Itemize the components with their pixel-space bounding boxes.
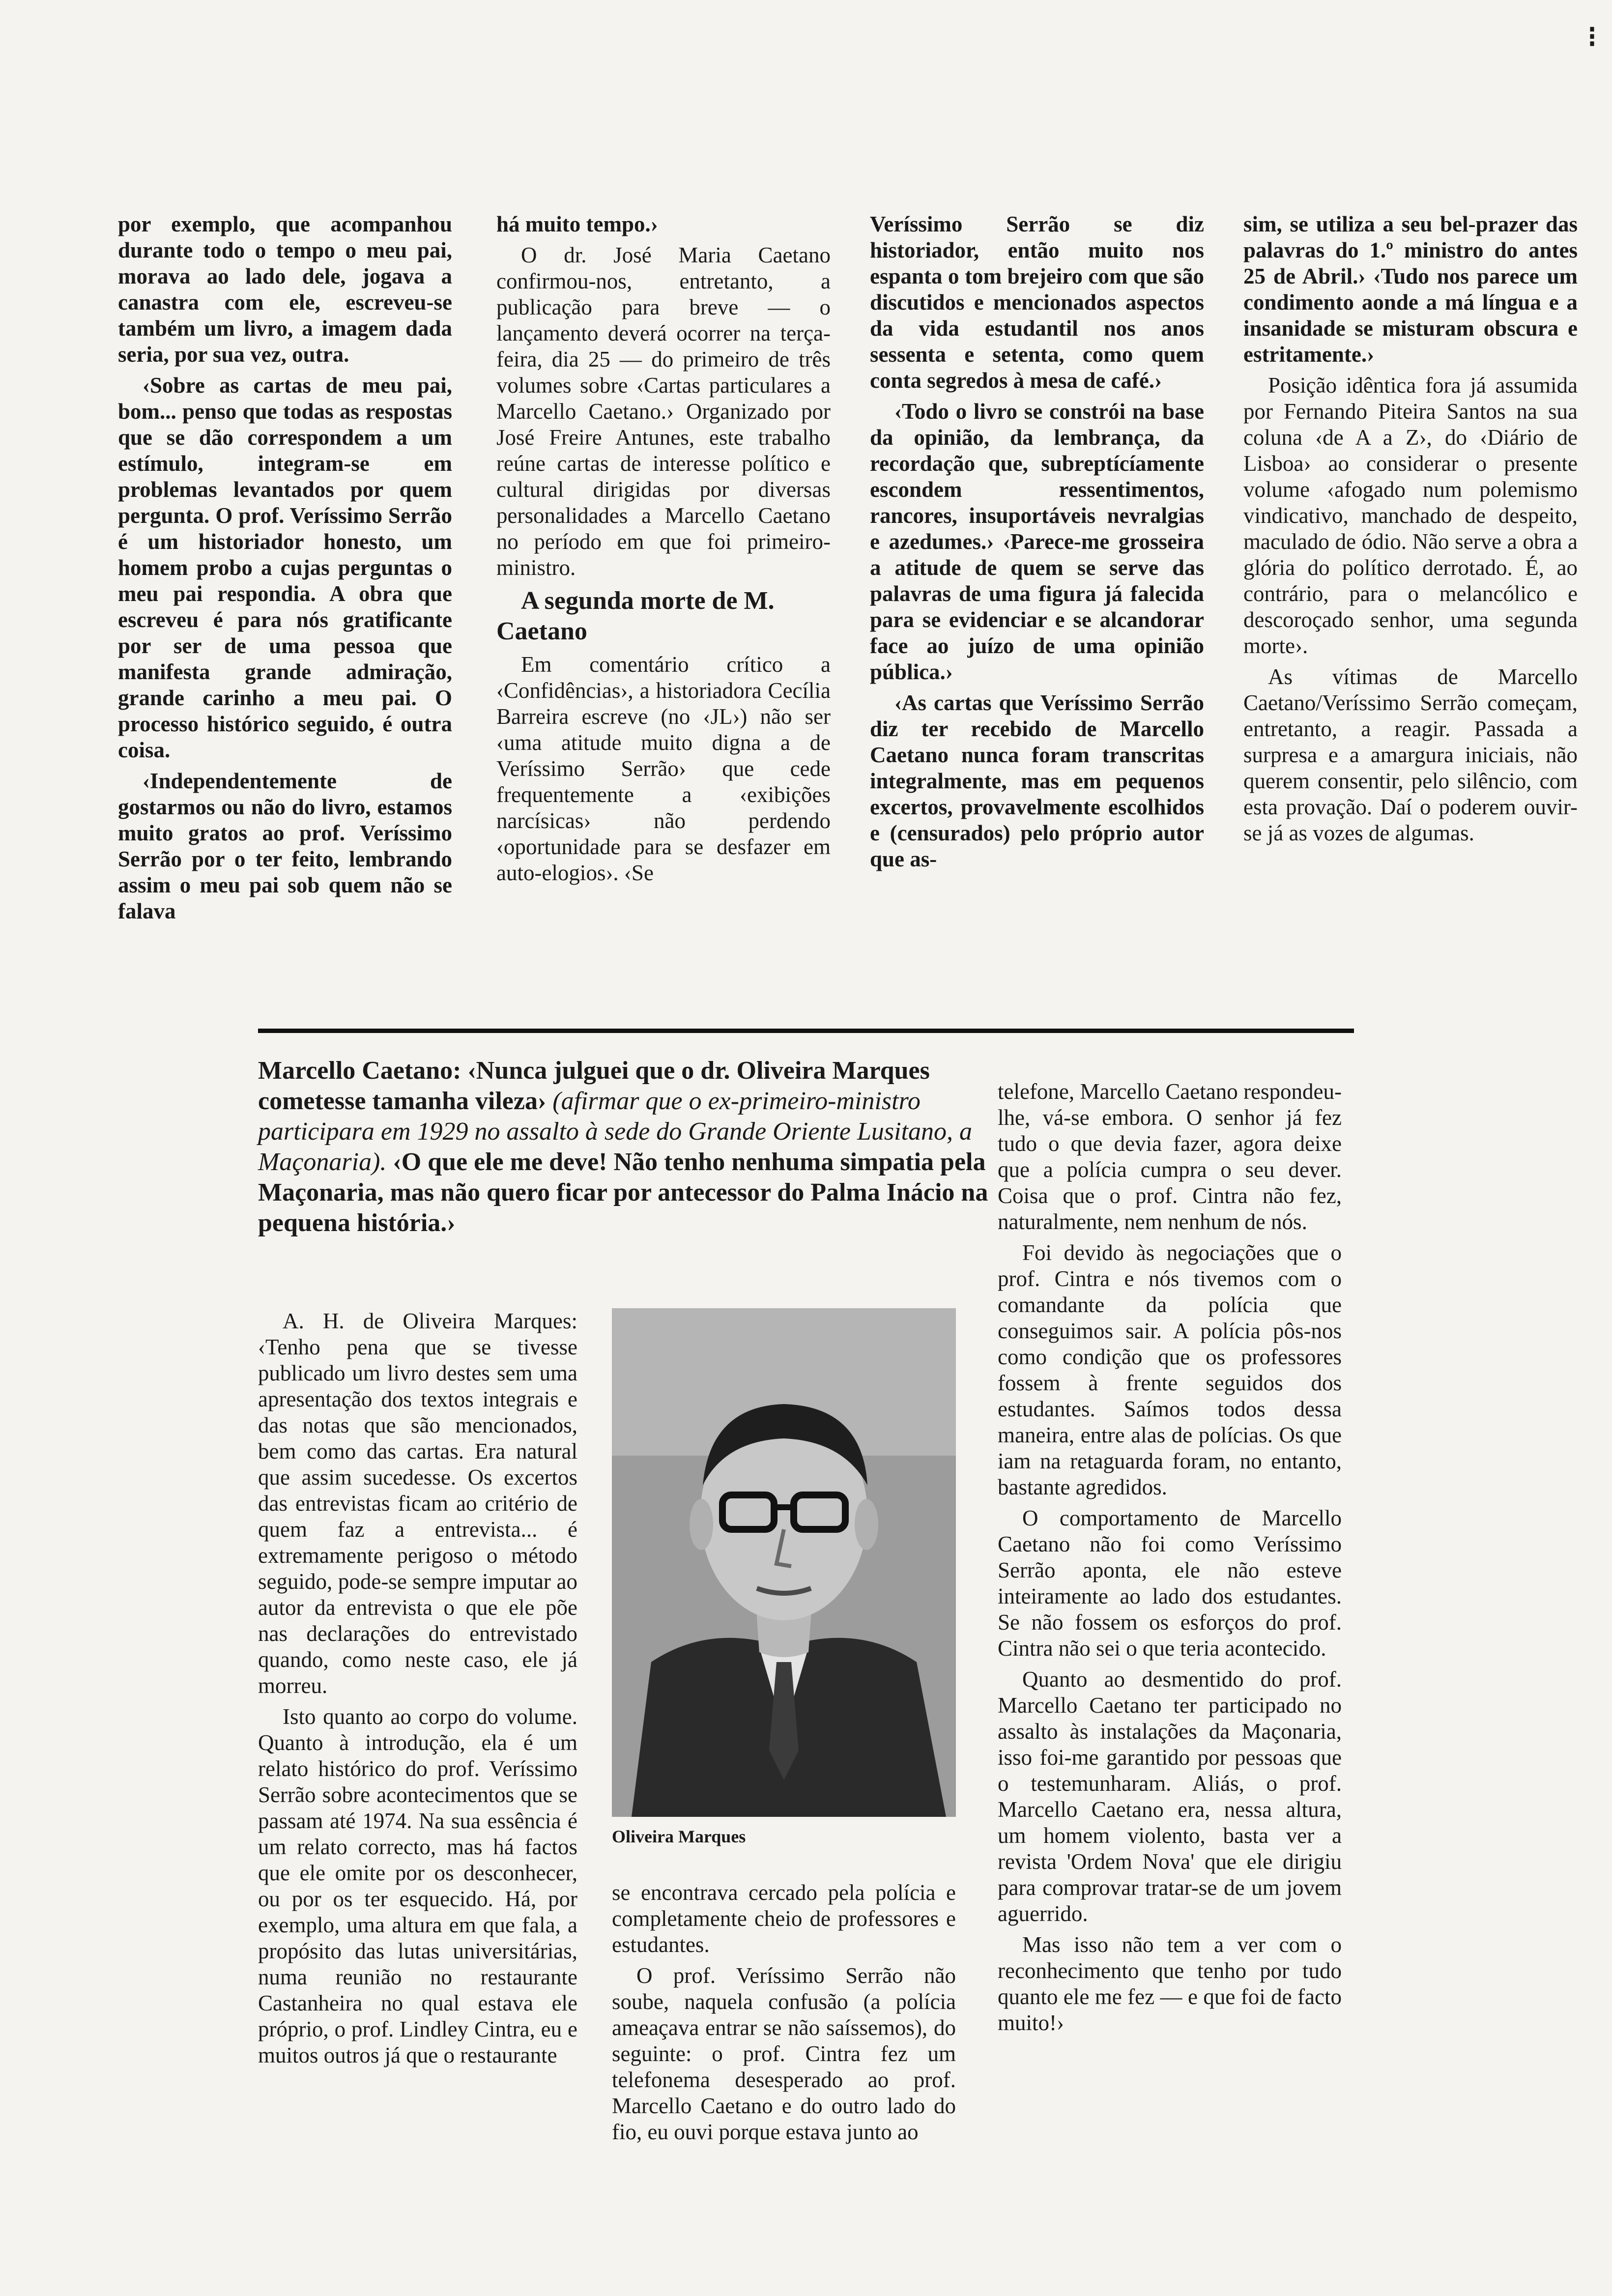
paragraph: Posição idêntica fora já assumida por Fernando Piteira Santos na sua coluna ‹de A a Z›, do ‹Diário de Lisboa› ao considerar o presente volume ‹afogado num polemismo vindicativo, manchado de despeito, maculado de ódio. Não serve a obra a glória do político derrotado. É, ao contrário, para o melancólico e descoroçado senhor, uma segunda morte›. [1243, 373, 1578, 658]
top-column-3 [870, 211, 1204, 877]
top-column-4 [1243, 211, 1578, 851]
paragraph: A. H. de Oliveira Marques: ‹Tenho pena que se tivesse publicado um livro destes sem uma apresentação dos textos integrais e das notas que são mencionados, bem como das cartas. Era natural que assim sucedesse. Os excertos das entrevistas ficam ao critério de quem faz a entrevista... é extremamente perigoso o método seguido, pode-se sempre imputar ao autor da entrevista o que ele põe nas declarações do entrevistado quando, como neste caso, ele já morreu. [258, 1309, 577, 1698]
paragraph: Mas isso não tem a ver com o reconhecimento que tenho por tudo quanto ele me fez — e que foi de facto muito!› [998, 1932, 1342, 2035]
paragraph: Veríssimo Serrão se diz historiador, então muito nos espanta o tom brejeiro com que são discutidos e mencionados aspectos da vida estudantil nos anos sessenta e setenta, como quem conta segredos à mesa de café.› [870, 212, 1204, 393]
heading-aside: (afirmar que o ex-primeiro-ministro participara em 1929 no assalto à sede do Grande Oriente Lusitano, a Maçonaria). [258, 1087, 973, 1176]
paragraph: Em comentário crítico a ‹Confidências›, a historiadora Cecília Barreira escreve (no ‹JL›) não ser ‹uma atitude muito digna a de Veríssimo Serrão› que cede frequentemente a ‹exibições narcísicas› não perdendo ‹oportunidade para se desfazer em auto-elogios›. ‹Se [496, 652, 831, 885]
top-column-1 [118, 211, 452, 929]
paragraph: As vítimas de Marcello Caetano/Veríssimo Serrão começam, entretanto, a reagir. Passada a surpresa e a amargura iniciais, não querem consentir, pelo silêncio, com esta provação. Daí o poderem ouvir-se já as vozes de algumas. [1243, 664, 1578, 845]
paragraph: O prof. Veríssimo Serrão não soube, naquela confusão (a polícia ameaçava entrar se não saíssemos), do seguinte: o prof. Cintra fez um telefonema desesperado ao prof. Marcello Caetano e do outro lado do fio, eu ouvi porque estava junto ao [612, 1963, 956, 2144]
bottom-column-3 [998, 1079, 1342, 2041]
paragraph: Isto quanto ao corpo do volume. Quanto à introdução, ela é um relato histórico do prof. Veríssimo Serrão sobre acontecimentos que se passam até 1974. Na sua essência é um relato correcto, mas há factos que ele omite por os desconhecer, ou por os ter esquecido. Há, por exemplo, uma altura em que fala, a propósito das lutas universitárias, numa reunião no restaurante Castanheira no qual estava ele próprio, o prof. Lindley Cintra, eu e muitos outros já que o restaurante [258, 1704, 577, 2067]
page-edge-mark: ⁝ [1587, 21, 1597, 53]
paragraph: ‹Todo o livro se constrói na base da opinião, da lembrança, da recordação que, subreptícíamente escondem ressentimentos, rancores, insuportáveis nevralgias e azedumes.› ‹Parece-me grosseira a atitude de quem se serve das palavras de uma figura já falecida para se evidenciar e se alcandorar face ao juízo de uma opinião pública.› [870, 399, 1204, 684]
paragraph: Quanto ao desmentido do prof. Marcello Caetano ter participado no assalto às instalações da Maçonaria, isso foi-me garantido por pessoas que o testemunharam. Aliás, o prof. Marcello Caetano era, nessa altura, um homem violento, basta ver a revista 'Ordem Nova' que ele dirigiu para comprovar tratar-se de um jovem aguerrido. [998, 1667, 1342, 1926]
subheading: A segunda morte de M. Caetano [496, 587, 775, 645]
section-divider [258, 1029, 1354, 1033]
paragraph: sim, se utiliza a seu bel-prazer das palavras do 1.º ministro do antes 25 de Abril.› ‹Tudo nos parece um condimento aonde a má língua e a insanidade se misturam obscura e estritamente.› [1243, 212, 1578, 367]
paragraph: por exemplo, que acompanhou durante todo o tempo o meu pai, morava ao lado dele, jogava a canastra com ele, escreveu-se também um livro, a imagem dada seria, por sua vez, outra. [118, 212, 452, 367]
portrait-photo [612, 1308, 956, 1817]
photo-caption: Oliveira Marques [612, 1827, 746, 1846]
top-column-2 [496, 211, 831, 891]
paragraph: telefone, Marcello Caetano respondeu-lhe, vá-se embora. O senhor já fez tudo o que devia fazer, agora deixe que a polícia cumpra o seu dever. Coisa que o prof. Cintra não fez, naturalmente, nem nenhum de nós. [998, 1079, 1342, 1234]
paragraph: Foi devido às negociações que o prof. Cintra e nós tivemos com o comandante da polícia que conseguimos sair. A polícia pôs-nos como condição que os professores fossem à frente seguidos dos estudantes. Saímos todos dessa maneira, entre alas de polícias. Os que iam na retaguarda foram, no entanto, bastante agredidos. [998, 1240, 1342, 1499]
paragraph: ‹Sobre as cartas de meu pai, bom... penso que todas as respostas que se dão correspondem a um estímulo, integram-se em problemas levantados por quem pergunta. O prof. Veríssimo Serrão é um historiador honesto, um homem probo a cujas perguntas o meu pai respondia. A obra que escreveu é para nós gratificante por ser de uma pessoa que manifesta grande admiração, grande carinho a meu pai. O processo histórico seguido, é outra coisa. [118, 373, 452, 762]
paragraph: ‹Independentemente de gostarmos ou não do livro, estamos muito gratos ao prof. Veríssimo Serrão por o ter feito, lembrando assim o meu pai sob quem não se falava [118, 769, 452, 923]
bottom-column-2 [612, 1880, 956, 2150]
article-heading [258, 1056, 995, 1238]
heading-quote-2: ‹O que ele me deve! Não tenho nenhuma simpatia pela Maçonaria, mas não quero ficar por antecessor do Palma Inácio na pequena história.› [258, 1148, 988, 1237]
heading-quote: Marcello Caetano: ‹Nunca julguei que o dr. Oliveira Marques cometesse tamanha vileza› [258, 1057, 930, 1115]
paragraph: ‹As cartas que Veríssimo Serrão diz ter recebido de Marcello Caetano nunca foram transcritas integralmente, mas em pequenos excertos, provavelmente escolhidos e (censurados) pelo próprio autor que as- [870, 690, 1204, 871]
paragraph: há muito tempo.› [496, 212, 658, 236]
paragraph: O comportamento de Marcello Caetano não foi como Veríssimo Serrão aponta, ele não esteve inteiramente ao lado dos estudantes. Se não fossem os esforços do prof. Cintra não sei o que teria acontecido. [998, 1506, 1342, 1661]
paragraph: O dr. José Maria Caetano confirmou-nos, entretanto, a publicação para breve — o lançamento deverá ocorrer na terça-feira, dia 25 — do primeiro de três volumes sobre ‹Cartas particulares a Marcello Caetano.› Organizado por José Freire Antunes, este trabalho reúne cartas de interesse político e cultural dirigidas por diversas personalidades a Marcello Caetano no período em que foi primeiro-ministro. [496, 243, 831, 580]
paragraph: se encontrava cercado pela polícia e completamente cheio de professores e estudantes. [612, 1880, 956, 1957]
bottom-column-1 [258, 1308, 577, 2073]
